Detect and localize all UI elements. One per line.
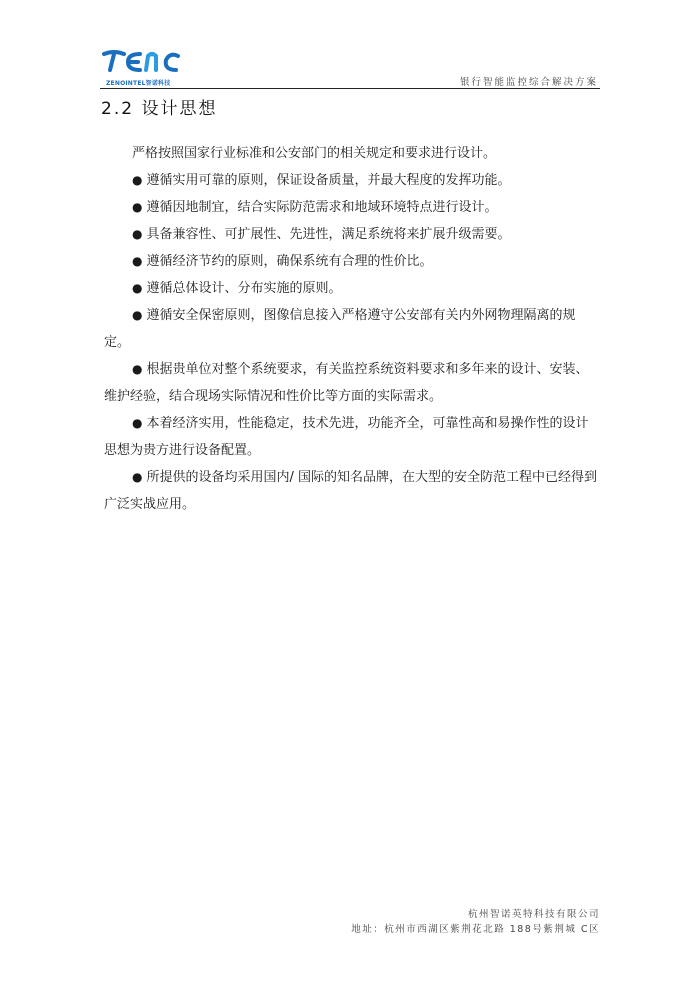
paragraph [104, 275, 600, 302]
paragraph [104, 464, 600, 518]
footer-address: 地址：杭州市西湖区紫荆花北路 188号紫荆城 C区 [351, 924, 600, 935]
paragraph [104, 302, 600, 356]
paragraph [104, 194, 600, 221]
logo-text: ZENOINTEL智诺科技 [106, 80, 171, 87]
bullet-icon: ● [132, 416, 143, 430]
paragraph [104, 221, 600, 248]
paragraph-text: 严格按照国家行业标准和公安部门的相关规定和要求进行设计。 [132, 146, 497, 161]
bullet-icon: ● [132, 308, 143, 322]
paragraph-text: 本着经济实用，性能稳定，技术先进，功能齐全，可靠性高和易操作性的设计思想为贵方进行设备配置。 [104, 416, 589, 458]
bullet-icon: ● [132, 173, 143, 187]
paragraph-text: 具备兼容性、可扩展性、先进性，满足系统将来扩展升级需要。 [146, 227, 511, 242]
paragraph [104, 410, 600, 464]
paragraph [104, 248, 600, 275]
page-header [100, 40, 600, 88]
bullet-icon: ● [132, 470, 143, 484]
bullet-icon: ● [132, 254, 143, 268]
paragraph [104, 356, 600, 410]
bullet-icon: ● [132, 227, 143, 241]
paragraph-text: 遵循经济节约的原则，确保系统有合理的性价比。 [146, 254, 433, 269]
paragraph-text: 遵循因地制宜，结合实际防范需求和地域环境特点进行设计。 [146, 200, 498, 215]
page-footer [351, 907, 600, 937]
section-title: 2.2 设计思想 [101, 99, 218, 119]
paragraph-text: 遵循总体设计、分布实施的原则。 [146, 281, 342, 296]
header-title: 银行智能监控综合解决方案 [459, 77, 598, 88]
company-logo [100, 48, 190, 88]
paragraph-text: 根据贵单位对整个系统要求，有关监控系统资料要求和多年来的设计、安装、维护经验，结合现场实际情况和性价比等方面的实际需求。 [104, 362, 589, 404]
bullet-icon: ● [132, 281, 143, 295]
paragraph-text: 遵循实用可靠的原则，保证设备质量，并最大程度的发挥功能。 [146, 173, 511, 188]
bullet-icon: ● [132, 200, 143, 214]
footer-company: 杭州智诺英特科技有限公司 [467, 909, 600, 920]
bullet-icon: ● [132, 362, 143, 376]
paragraph [104, 140, 600, 167]
header-divider [100, 88, 600, 89]
body-content [104, 140, 600, 518]
paragraph [104, 167, 600, 194]
logo-mark-icon [100, 48, 190, 78]
paragraph-text: 所提供的设备均采用国内/ 国际的知名品牌，在大型的安全防范工程中已经得到广泛实战应用。 [104, 470, 597, 512]
paragraph-text: 遵循安全保密原则，图像信息接入严格遵守公安部有关内外网物理隔离的规定。 [104, 308, 576, 350]
